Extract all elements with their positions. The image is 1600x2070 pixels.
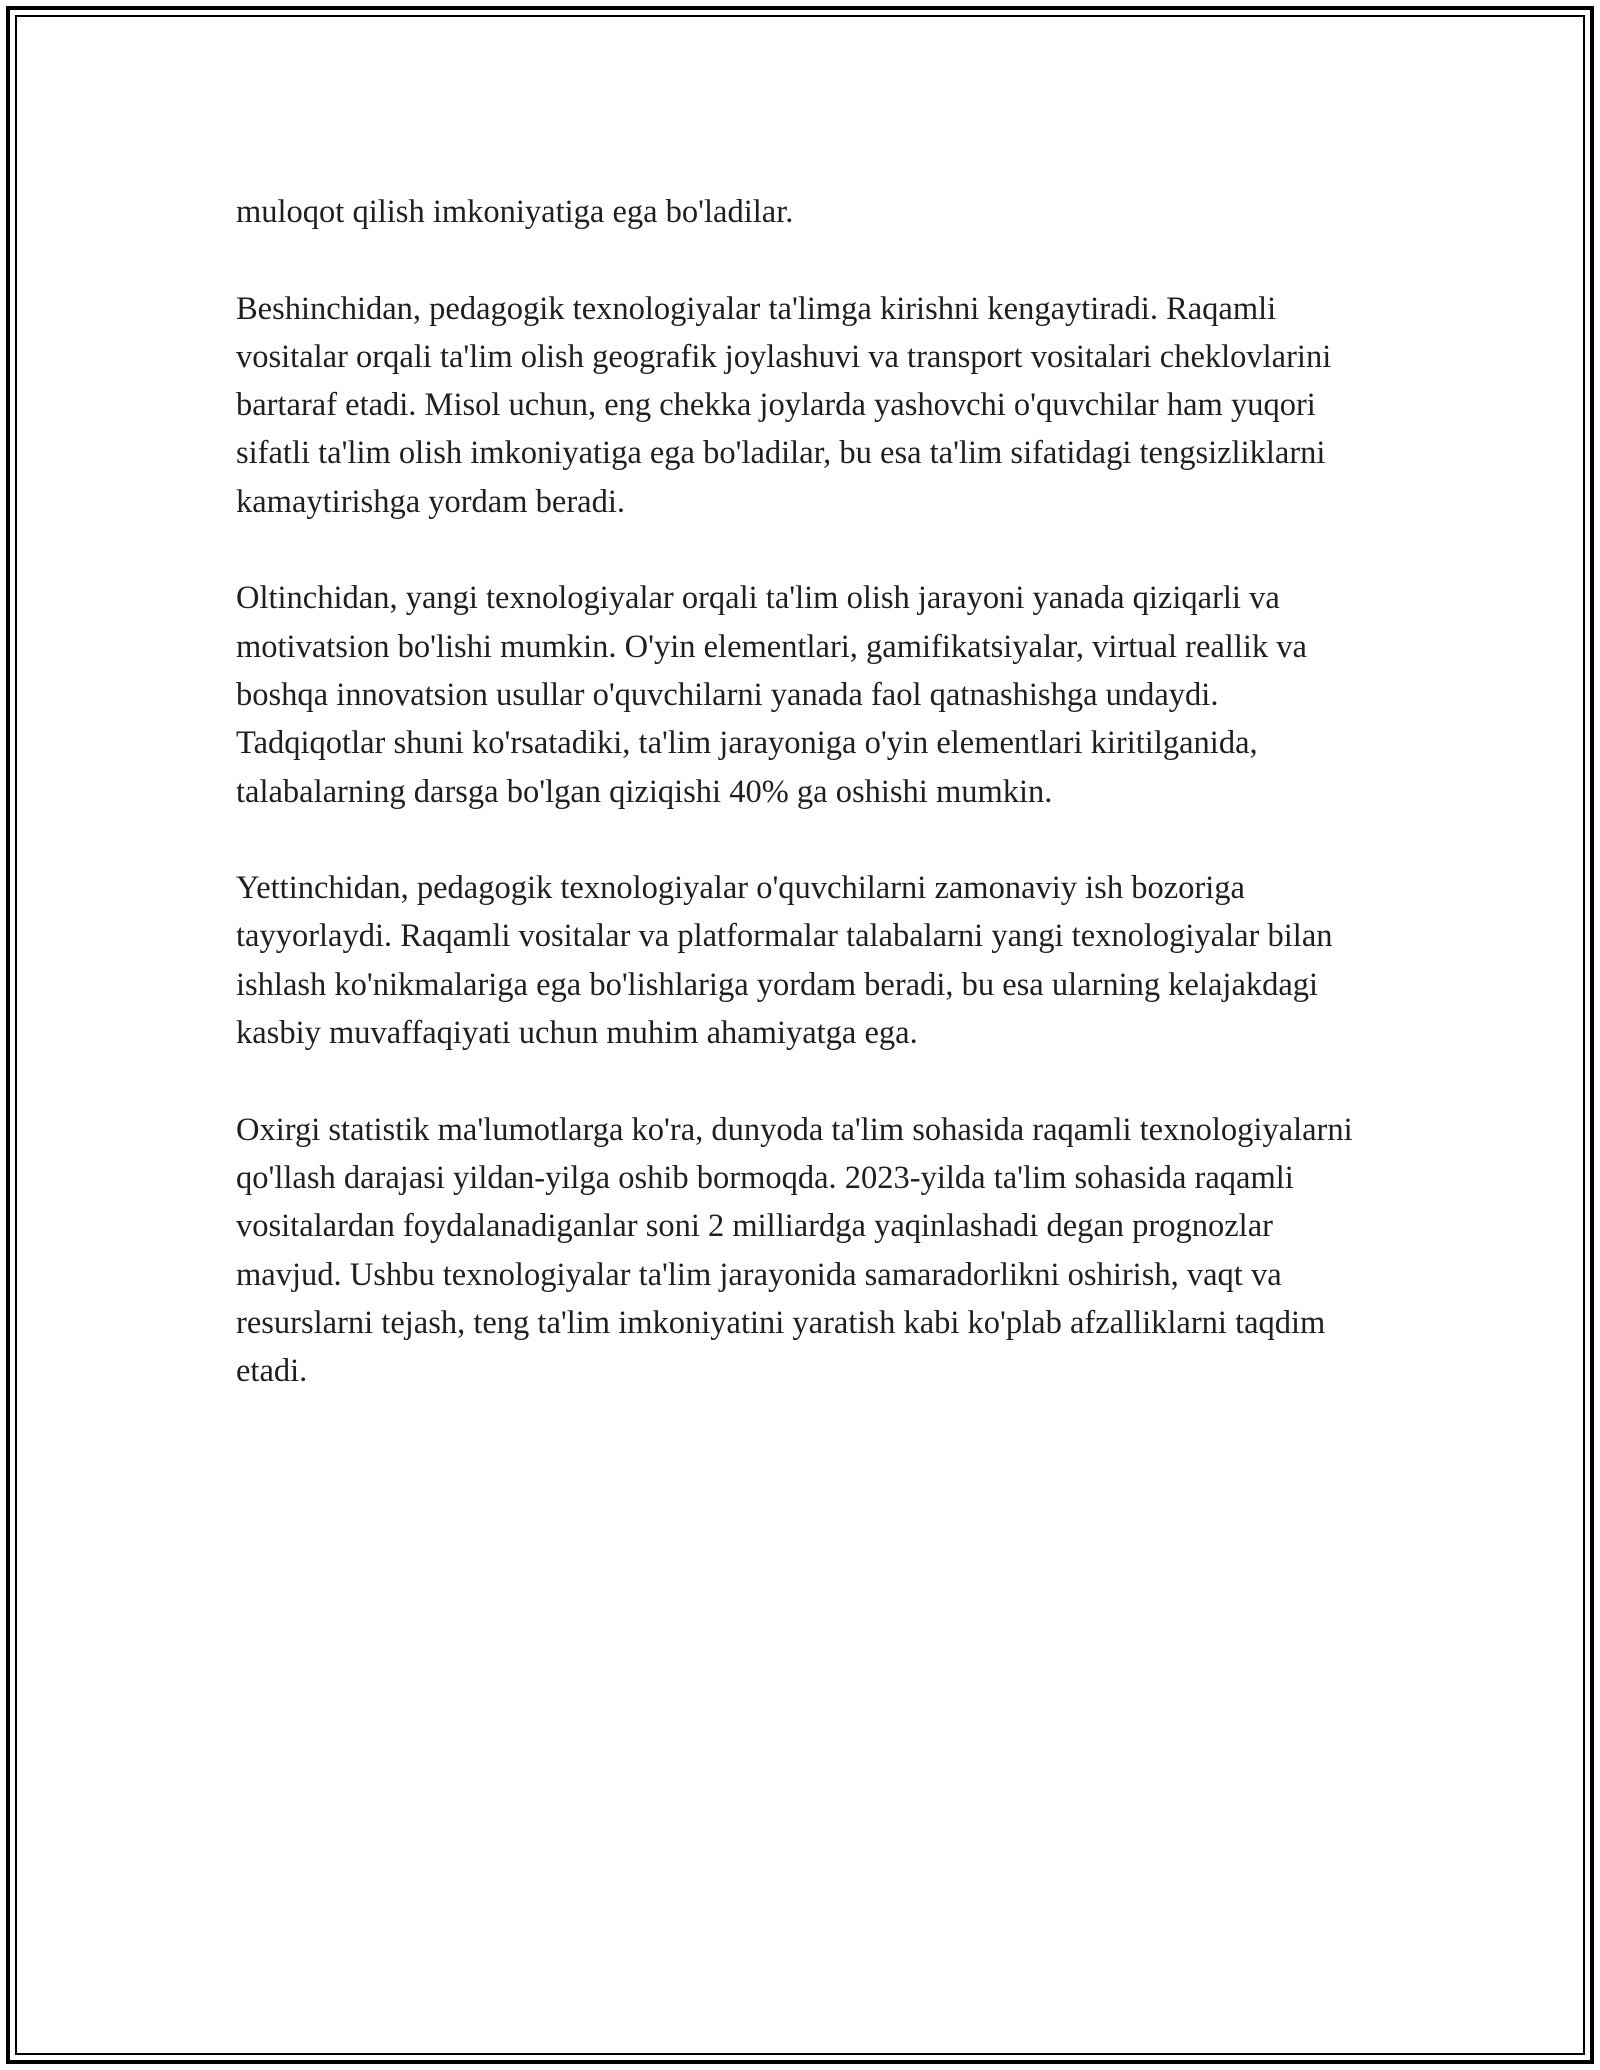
paragraph-continuation: muloqot qilish imkoniyatiga ega bo'ladilar. — [236, 194, 794, 230]
document-body — [236, 188, 1366, 1395]
paragraph-statistics: Oxirgi statistik ma'lumotlarga ko'ra, dunyoda ta'lim sohasida raqamli texnologiyalarni qo'llash darajasi yildan-yilga oshib bormoqda. 2023-yilda ta'lim sohasida raqamli vositalardan foydalanadiganlar soni 2 milliardga yaqinlashadi degan prognozlar mavjud. Ushbu texnologiyalar ta'lim jarayonida samaradorlikni oshirish, vaqt va resurslarni tejash, teng ta'lim imkoniyatini yaratish kabi ko'plab afzalliklarni taqdim etadi. — [236, 1111, 1353, 1390]
paragraph-sixth-point: Oltinchidan, yangi texnologiyalar orqali ta'lim olish jarayoni yanada qiziqarli va motivatsion bo'lishi mumkin. O'yin elementlari, gamifikatsiyalar, virtual reallik va boshqa innovatsion usullar o'quvchilarni yanada faol qatnashishga undaydi. Tadqiqotlar shuni ko'rsatadiki, ta'lim jarayoniga o'yin elementlari kiritilganida, talabalarning darsga bo'lgan qiziqishi 40% ga oshishi mumkin. — [236, 580, 1307, 810]
paragraph-fifth-point: Beshinchidan, pedagogik texnologiyalar ta'limga kirishni kengaytiradi. Raqamli vositalar orqali ta'lim olish geografik joylashuvi va transport vositalari cheklovlarini bartaraf etadi. Misol uchun, eng chekka joylarda yashovchi o'quvchilar ham yuqori sifatli ta'lim olish imkoniyatiga ega bo'ladilar, bu esa ta'lim sifatidagi tengsizliklarni kamaytirishga yordam beradi. — [236, 290, 1332, 520]
paragraph-seventh-point: Yettinchidan, pedagogik texnologiyalar o'quvchilarni zamonaviy ish bozoriga tayyorlaydi. Raqamli vositalar va platformalar talabalarni yangi texnologiyalar bilan ishlash ko'nikmalariga ega bo'lishlariga yordam beradi, bu esa ularning kelajakdagi kasbiy muvaffaqiyati uchun muhim ahamiyatga ega. — [236, 870, 1333, 1052]
